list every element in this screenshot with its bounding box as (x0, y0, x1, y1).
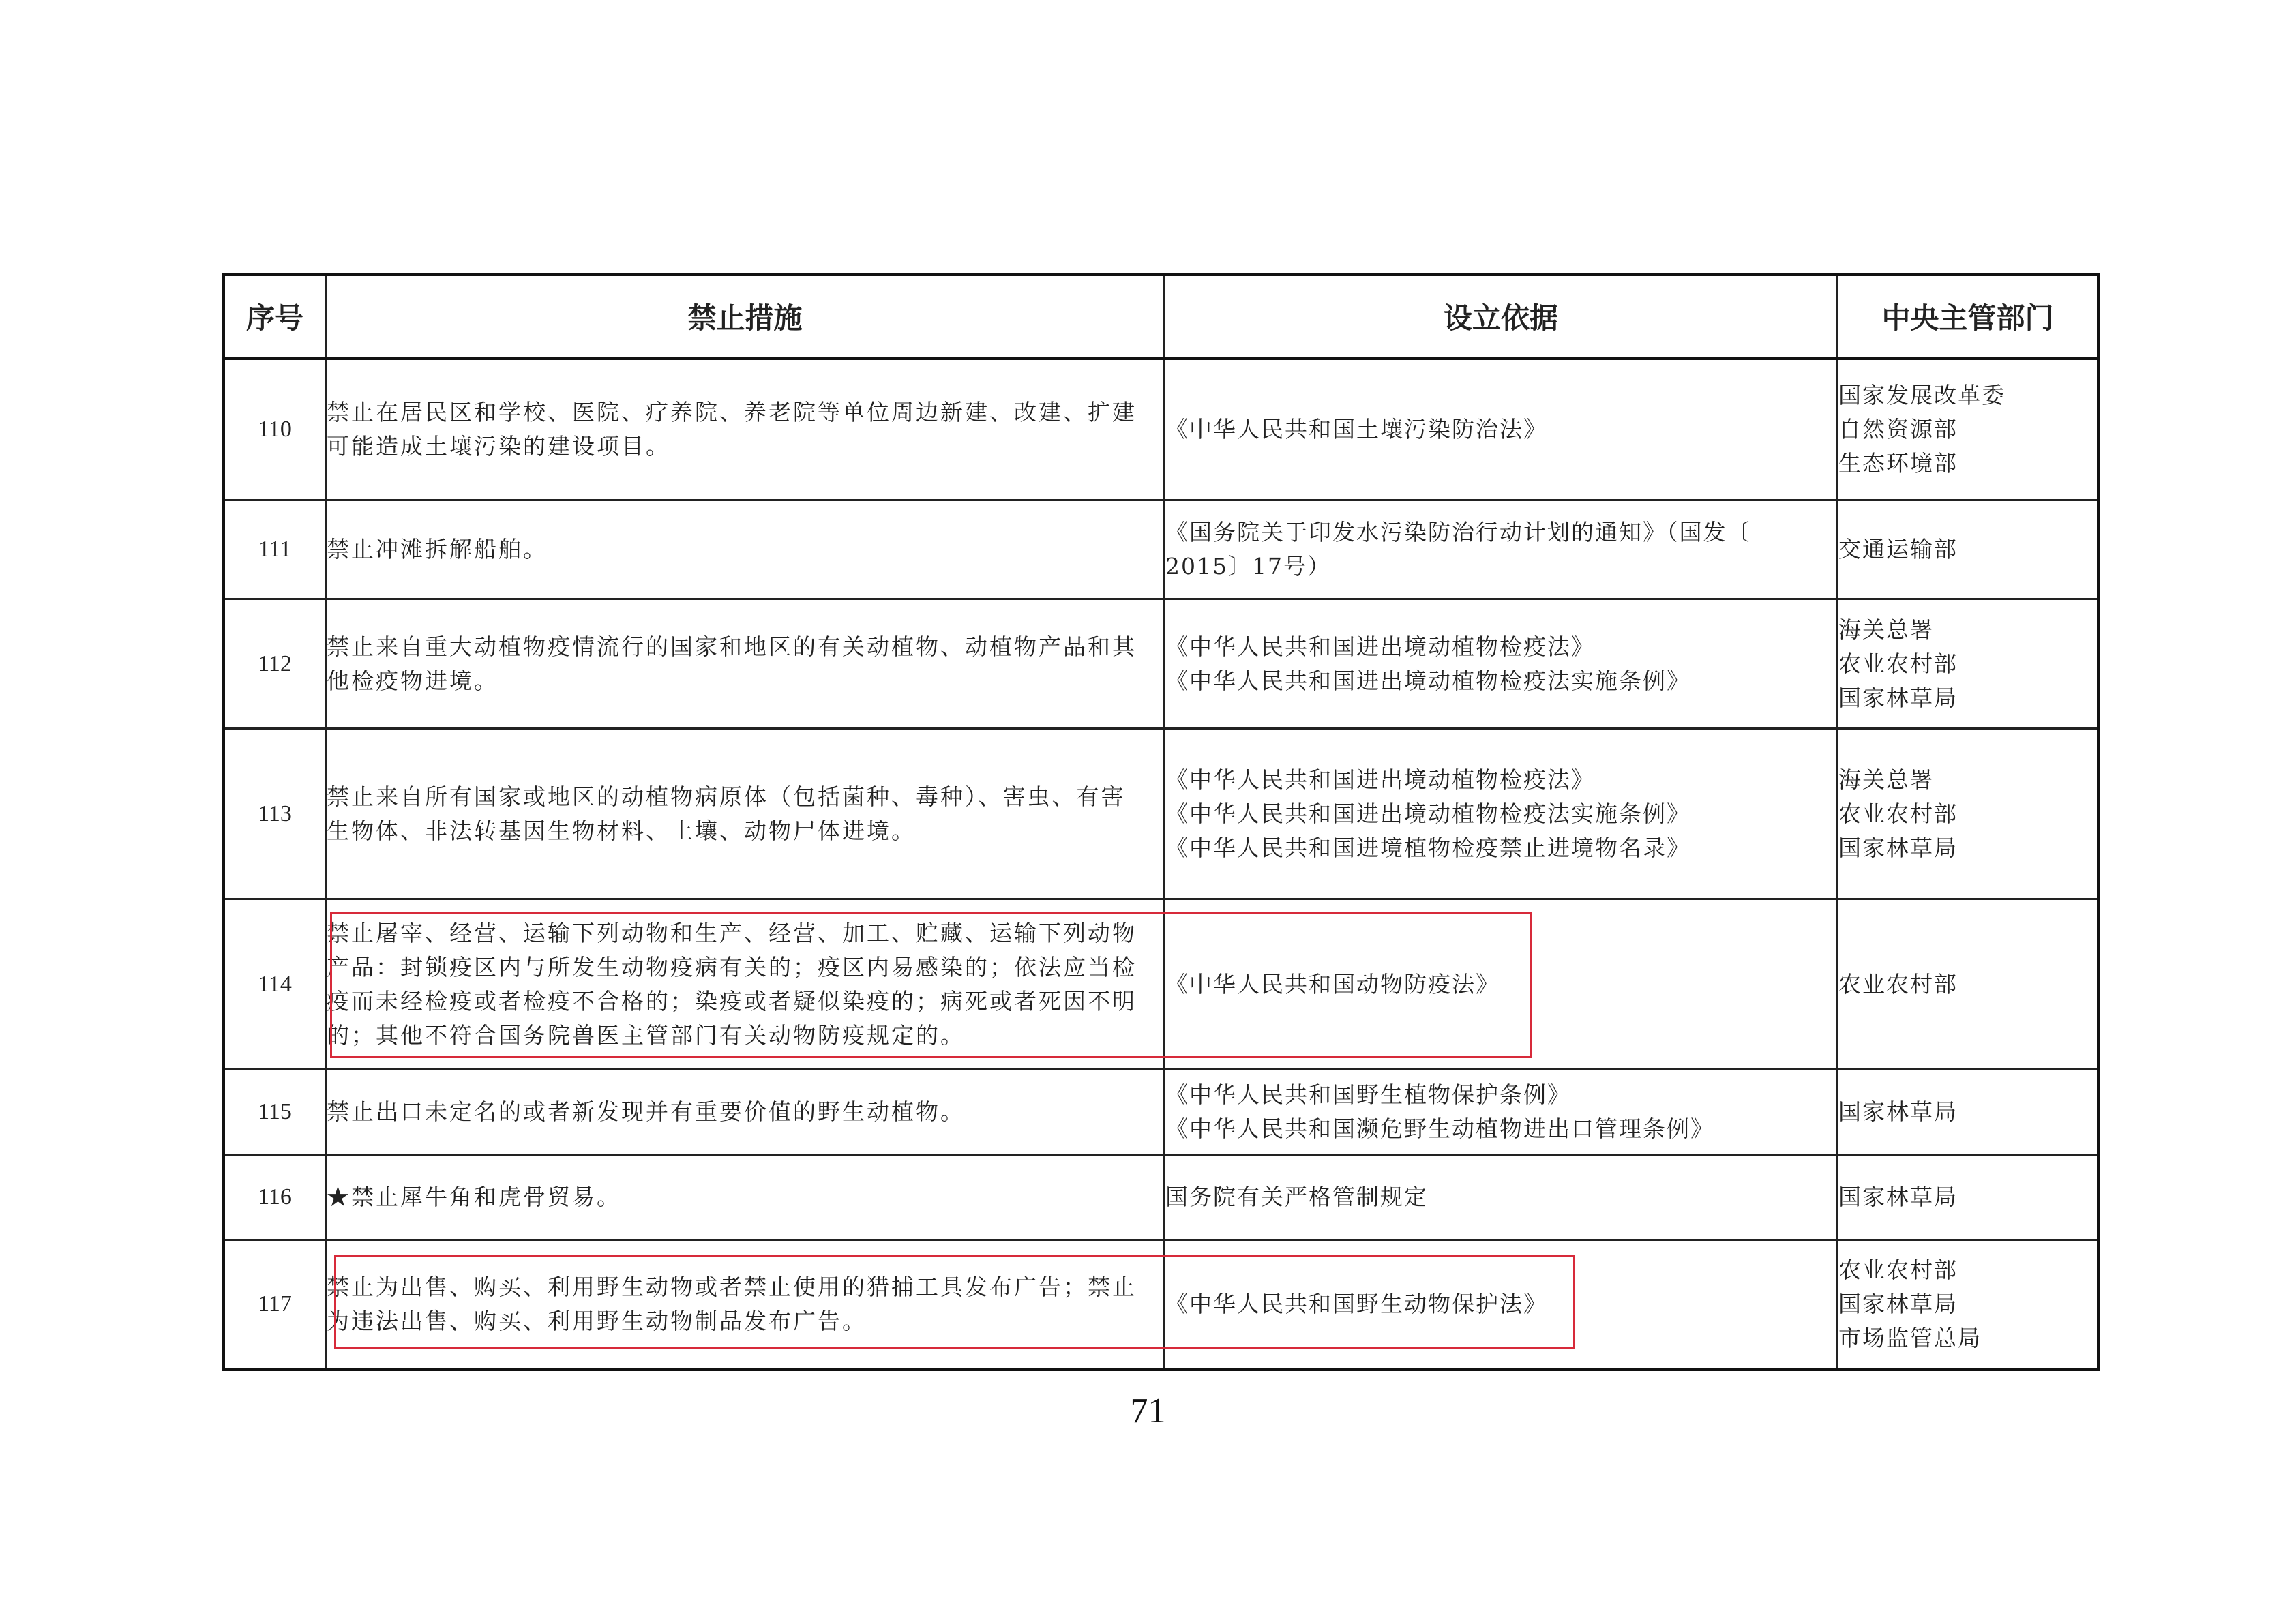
basis-line: 国务院有关严格管制规定 (1165, 1184, 1428, 1210)
dept-line: 国家林草局 (1838, 1291, 1958, 1317)
measure-line: 的；其他不符合国务院兽医主管部门有关动物防疫规定的。 (327, 1021, 965, 1049)
row-number: 111 (224, 500, 326, 599)
dept-line: 农业农村部 (1838, 1257, 1958, 1283)
dept-cell (1838, 500, 2099, 599)
dept-line: 生态环境部 (1838, 450, 1958, 477)
measure-cell (326, 1155, 1165, 1240)
dept-line: 国家林草局 (1838, 834, 1958, 861)
dept-line: 农业农村部 (1838, 970, 1958, 997)
basis-cell (1165, 729, 1838, 899)
table-row (224, 500, 2099, 599)
header-dept: 中央主管部门 (1838, 275, 2099, 359)
table-row (224, 1070, 2099, 1155)
basis-line: 《中华人民共和国进出境动植物检疫法》 (1165, 766, 1595, 793)
measure-line: 可能造成土壤污染的建设项目。 (327, 433, 670, 460)
dept-line: 国家林草局 (1838, 684, 1958, 711)
measure-line: 禁止出口未定名的或者新发现并有重要价值的野生动植物。 (327, 1098, 965, 1125)
basis-line: 《中华人民共和国野生动物保护法》 (1165, 1291, 1547, 1317)
measure-cell (326, 729, 1165, 899)
basis-cell (1165, 359, 1838, 500)
basis-cell (1165, 500, 1838, 599)
basis-line: 《中华人民共和国动物防疫法》 (1165, 970, 1500, 997)
measure-line: 产品：封锁疫区内与所发生动物疫病有关的；疫区内易感染的；依法应当检 (327, 953, 1137, 980)
basis-line: 《中华人民共和国野生植物保护条例》 (1165, 1081, 1571, 1108)
measure-line: 禁止来自所有国家或地区的动植物病原体（包括菌种、毒种）、害虫、有害 (327, 783, 1126, 810)
dept-line: 海关总署 (1838, 766, 1934, 793)
header-basis: 设立依据 (1165, 275, 1838, 359)
measure-line: 他检疫物进境。 (327, 667, 498, 694)
table-header-row (224, 275, 2099, 359)
measure-line: 禁止在居民区和学校、医院、疗养院、养老院等单位周边新建、改建、扩建 (327, 399, 1137, 425)
measure-cell (326, 1070, 1165, 1155)
table-row (224, 729, 2099, 899)
table-row (224, 599, 2099, 729)
basis-cell (1165, 599, 1838, 729)
dept-cell (1838, 899, 2099, 1070)
dept-line: 交通运输部 (1838, 536, 1958, 562)
row-number: 114 (224, 899, 326, 1070)
basis-line: 《中华人民共和国土壤污染防治法》 (1165, 416, 1547, 442)
basis-line: 《中华人民共和国进出境动植物检疫法实施条例》 (1165, 800, 1690, 827)
dept-cell (1838, 729, 2099, 899)
dept-cell (1838, 1240, 2099, 1370)
dept-cell (1838, 359, 2099, 500)
measure-line: 禁止屠宰、经营、运输下列动物和生产、经营、加工、贮藏、运输下列动物 (327, 919, 1137, 946)
basis-line: 《中华人民共和国进出境动植物检疫法》 (1165, 633, 1595, 660)
regulation-table (222, 273, 2100, 1371)
header-no: 序号 (224, 275, 326, 359)
measure-line: ★禁止犀牛角和虎骨贸易。 (327, 1184, 621, 1210)
basis-line: 《中华人民共和国进出境动植物检疫法实施条例》 (1165, 667, 1690, 694)
basis-line: 2015〕17号） (1165, 553, 1331, 580)
measure-line: 生物体、非法转基因生物材料、土壤、动物尸体进境。 (327, 817, 916, 844)
page-number: 71 (1130, 1392, 1166, 1430)
measure-cell (326, 1240, 1165, 1370)
basis-line: 《中华人民共和国进境植物检疫禁止进境物名录》 (1165, 834, 1690, 861)
basis-cell (1165, 1070, 1838, 1155)
basis-line: 《中华人民共和国濒危野生动植物进出口管理条例》 (1165, 1115, 1714, 1142)
table-row (224, 899, 2099, 1070)
basis-line: 《国务院关于印发水污染防治行动计划的通知》（国发〔 (1165, 519, 1751, 545)
basis-cell (1165, 899, 1838, 1070)
row-number: 117 (224, 1240, 326, 1370)
basis-cell (1165, 1240, 1838, 1370)
dept-line: 自然资源部 (1838, 416, 1958, 442)
row-number: 110 (224, 359, 326, 500)
dept-line: 国家林草局 (1838, 1184, 1958, 1210)
table-row (224, 359, 2099, 500)
row-number: 115 (224, 1070, 326, 1155)
dept-line: 海关总署 (1838, 616, 1934, 643)
dept-cell (1838, 1070, 2099, 1155)
dept-line: 国家林草局 (1838, 1098, 1958, 1125)
measure-cell (326, 500, 1165, 599)
measure-cell (326, 599, 1165, 729)
dept-cell (1838, 1155, 2099, 1240)
header-measure: 禁止措施 (326, 275, 1165, 359)
basis-cell (1165, 1155, 1838, 1240)
table-row (224, 1240, 2099, 1370)
table-body (224, 359, 2099, 1370)
row-number: 112 (224, 599, 326, 729)
dept-cell (1838, 599, 2099, 729)
measure-cell (326, 899, 1165, 1070)
measure-line: 疫而未经检疫或者检疫不合格的；染疫或者疑似染疫的；病死或者死因不明 (327, 987, 1137, 1015)
dept-line: 农业农村部 (1838, 800, 1958, 827)
measure-cell (326, 359, 1165, 500)
measure-line: 禁止为出售、购买、利用野生动物或者禁止使用的猎捕工具发布广告；禁止 (327, 1274, 1137, 1300)
measure-line: 为违法出售、购买、利用野生动物制品发布广告。 (327, 1308, 867, 1334)
measure-line: 禁止来自重大动植物疫情流行的国家和地区的有关动植物、动植物产品和其 (327, 633, 1137, 660)
dept-line: 农业农村部 (1838, 650, 1958, 677)
dept-line: 国家发展改革委 (1838, 382, 2006, 408)
row-number: 116 (224, 1155, 326, 1240)
dept-line: 市场监管总局 (1838, 1325, 1982, 1351)
row-number: 113 (224, 729, 326, 899)
table-row (224, 1155, 2099, 1240)
measure-line: 禁止冲滩拆解船舶。 (327, 536, 548, 562)
